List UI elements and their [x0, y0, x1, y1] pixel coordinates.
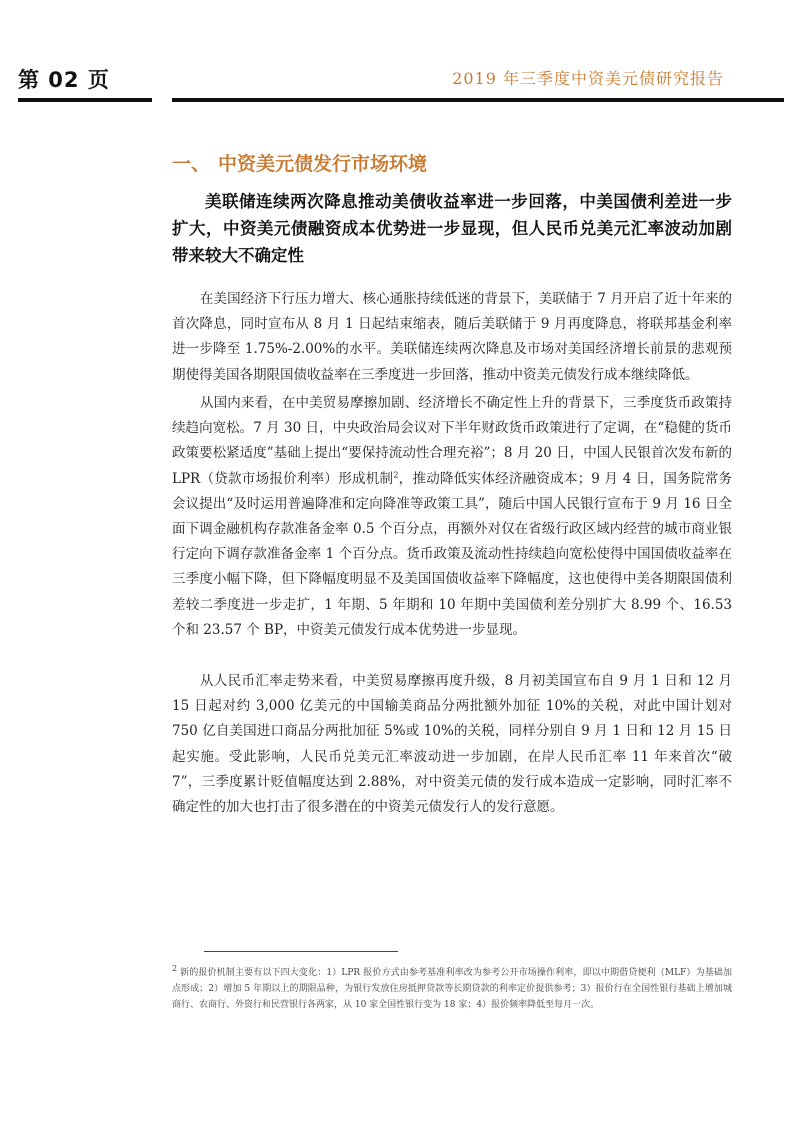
paragraph-2-part-a: 从国内来看，在中美贸易摩擦加剧、经济增长不确定性上升的背景下，三季度货币政策持续趋向宽松。7 月 30 日，中央政治局会议对下半年财政货币政策进行了定调，在“稳健的货币政策要松紧适度”基础上提出“要保持流动性合理充裕”；8 月 20 日，中国人民银首次发布新的 LPR（贷款市场报价利率）形成机制: [172, 395, 732, 487]
footnote-mark: 2: [172, 964, 178, 973]
footnote-divider: [204, 951, 398, 952]
header-rule-left: [18, 98, 152, 102]
paragraph-2-part-b: ，推动降低实体经济融资成本；9 月 4 日，国务院常务会议提出“及时运用普遍降准和定向降准等政策工具”，随后中国人民银行宣布于 9 月 16 日全面下调金融机构存款准备金率 0.5 个百分点，再额外对仅在省级行政区域内经营的城市商业银行定向下调存款准备金率 1 个百分点。货币政策及流动性持续趋向宽松使得中国国债收益率在三季度小幅下降，但下降幅度明显不及美国国债收益率下降幅度，这也使得中美各期限国债利差较二季度进一步走扩，1 年期、5 年期和 10 年期中美国债利差分别扩大 8.99 个、16.53 个和 23.57 个 BP，中资美元债发行成本优势进一步显现。: [172, 470, 732, 638]
report-title: 2019 年三季度中资美元债研究报告: [452, 69, 724, 88]
page-number: 第 02 页: [18, 68, 110, 92]
body-paragraph-3: 从人民币汇率走势来看，中美贸易摩擦再度升级，8 月初美国宣布自 9 月 1 日和 12 月 15 日起对约 3,000 亿美元的中国输美商品分两批额外加征 10%的关税，对此中国计划对 750 亿自美国进口商品分两批加征 5%或 10%的关税，同样分别自 9 月 1 日和 12 月 15 日起实施。受此影响，人民币兑美元汇率波动进一步加剧，在岸人民币汇率 11 年来首次“破 7”，三季度累计贬值幅度达到 2.88%，对中资美元债的发行成本造成一定影响，同时汇率不确定性的加大也打击了很多潜在的中资美元债发行人的发行意愿。: [172, 673, 732, 816]
body-paragraph-2: [172, 391, 732, 643]
lead-paragraph: 美联储连续两次降息推动美债收益率进一步回落，中美国债利差进一步扩大，中资美元债融资成本优势进一步显现，但人民币兑美元汇率波动加剧带来较大不确定性: [172, 192, 732, 265]
header-rule-right: [172, 98, 784, 102]
footnote-text: 新的报价机制主要有以下四大变化：1）LPR 报价方式由参考基准利率改为参考公开市场操作利率，即以中期借贷便利（MLF）为基础加点形成；2）增加 5 年期以上的期限品种，为银行发放住房抵押贷款等长期贷款的利率定价提供参考；3）报价行在全国性银行基础上增加城商行、农商行、外资行和民营银行各两家，从 10 家全国性银行变为 18 家；4）报价频率降低至每月一次。: [172, 968, 732, 1010]
body-paragraph-1: 在美国经济下行压力增大、核心通胀持续低迷的背景下，美联储于 7 月开启了近十年来的首次降息，同时宣布从 8 月 1 日起结束缩表，随后美联储于 9 月再度降息，将联邦基金利率进一步降至 1.75%-2.00%的水平。美联储连续两次降息及市场对美国经济增长前景的悲观预期使得美国各期限国债收益率在三季度进一步回落，推动中资美元债发行成本继续降低。: [172, 291, 732, 383]
section-title: 中资美元债发行市场环境: [218, 153, 428, 175]
section-number: 一、: [172, 153, 211, 175]
footnote: [172, 965, 732, 1013]
footnote-reference[interactable]: 2: [393, 470, 399, 480]
section-heading: [172, 149, 427, 176]
